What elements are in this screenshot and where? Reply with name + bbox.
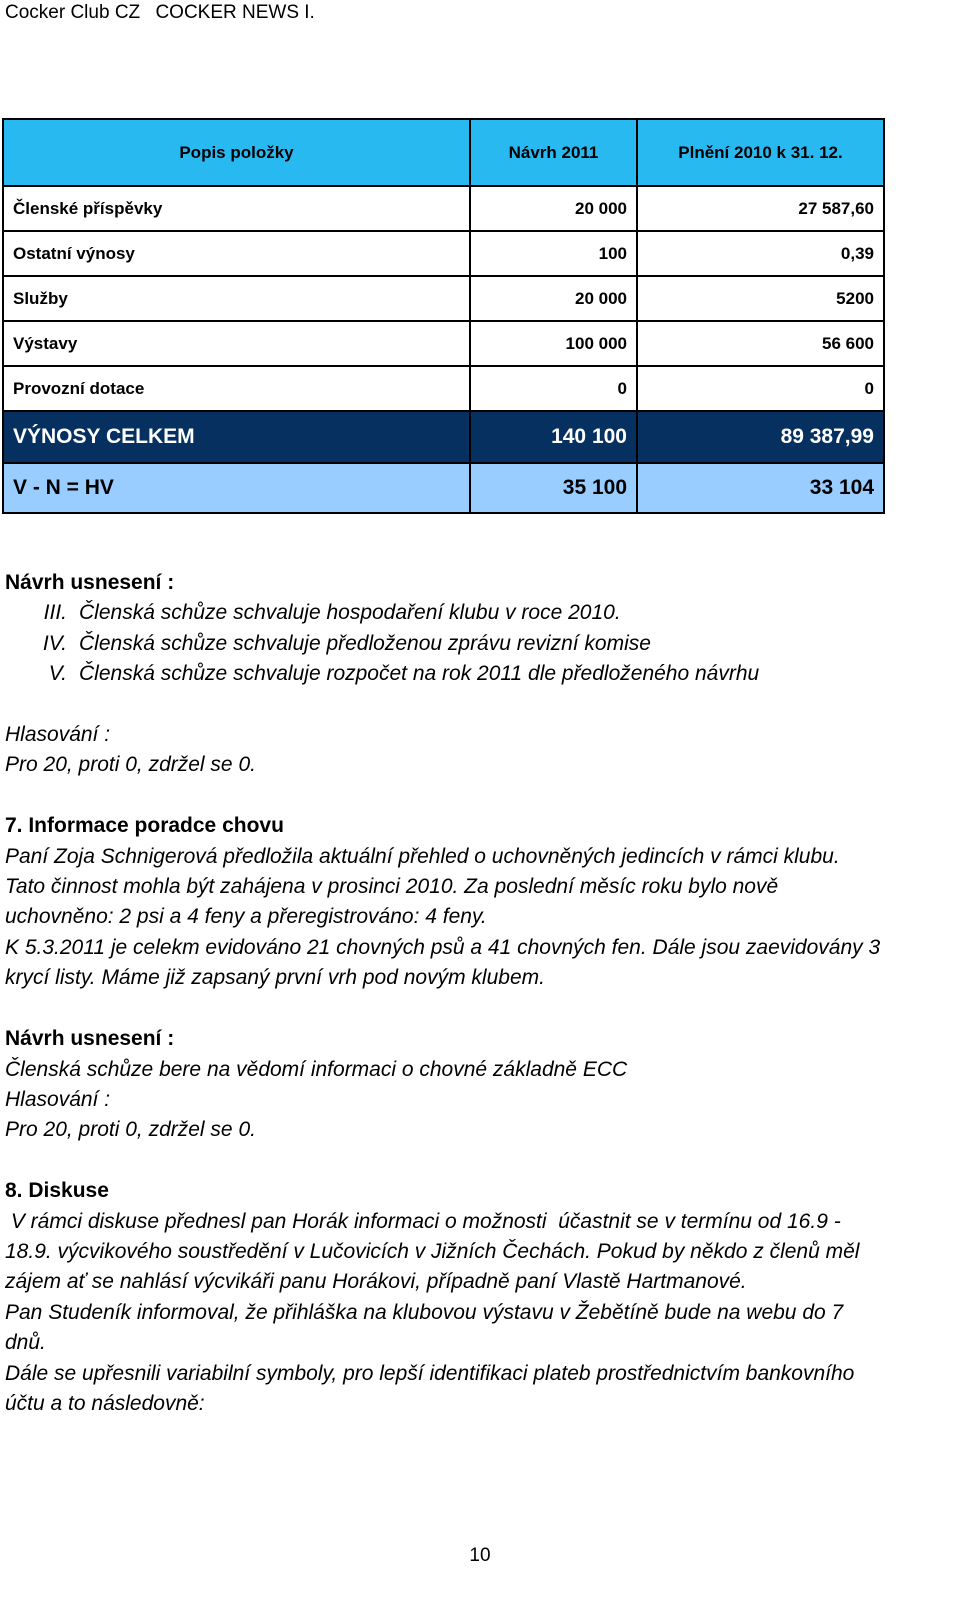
spacer (5, 690, 945, 720)
resolution-item (5, 598, 945, 628)
row-plan: 100 (470, 231, 637, 276)
section-7-line: uchovněno: 2 psi a 4 feny a přeregistrováno: 4 feny. (5, 905, 487, 929)
section-8-line: Pan Studeník informoval, že přihláška na klubovou výstavu v Žebětíně bude na webu do 7 (5, 1300, 844, 1324)
spacer (5, 1146, 945, 1176)
section-8-line: V rámci diskuse přednesl pan Horák informaci o možnosti účastnit se v termínu od 16.9 - (5, 1209, 841, 1233)
vote-label: Hlasování : (5, 1087, 111, 1111)
spacer (5, 994, 945, 1024)
resolution-item-text: Členská schůze schvaluje předloženou zprávu revizní komise (79, 631, 651, 655)
table-row (3, 276, 884, 321)
resolution-block-1 (5, 568, 945, 1419)
row-actual: 0 (637, 366, 884, 411)
resolution-heading: Návrh usnesení : (5, 571, 175, 594)
budget-table (2, 118, 885, 514)
section-8-line: dnů. (5, 1331, 46, 1355)
table-row (3, 186, 884, 231)
total-plan: 140 100 (470, 411, 637, 463)
section-8-line: Dále se upřesnili variabilní symboly, pro lepší identifikaci plateb prostřednictvím bankovního (5, 1361, 855, 1385)
row-label: Služby (3, 276, 470, 321)
section-7-line: Paní Zoja Schnigerová předložila aktuální přehled o uchovněných jedincích v rámci klubu. (5, 844, 840, 868)
vote-result: Pro 20, proti 0, zdržel se 0. (5, 1118, 256, 1142)
result-row (3, 463, 884, 513)
row-label: Členské příspěvky (3, 186, 470, 231)
resolution-item-text: Členská schůze schvaluje rozpočet na rok 2011 dle předloženého návrhu (79, 662, 760, 686)
table-row (3, 321, 884, 366)
row-actual: 56 600 (637, 321, 884, 366)
row-plan: 100 000 (470, 321, 637, 366)
section-7-line: K 5.3.2011 je celekm evidováno 21 chovných psů a 41 chovných fen. Dále jsou zaevidovány 3 (5, 935, 881, 959)
section-8-line: zájem ať se nahlásí výcvikáři panu Horákovi, případně paní Vlastě Hartmanové. (5, 1270, 747, 1294)
row-plan: 0 (470, 366, 637, 411)
resolution-item-number: IV. (42, 631, 67, 655)
row-label: Provozní dotace (3, 366, 470, 411)
table-header-row (3, 119, 884, 186)
total-row (3, 411, 884, 463)
resolution-item-number: III. (43, 601, 67, 625)
resolution-heading: Návrh usnesení : (5, 1027, 175, 1051)
header-publication: COCKER NEWS I. (155, 2, 315, 23)
column-header-actual: Plnění 2010 k 31. 12. (637, 119, 884, 186)
vote-result: Pro 20, proti 0, zdržel se 0. (5, 753, 256, 777)
table-row (3, 231, 884, 276)
total-label: VÝNOSY CELKEM (3, 411, 470, 463)
header-club: Cocker Club CZ (5, 2, 141, 23)
page-number: 10 (469, 1545, 491, 1566)
row-actual: 0,39 (637, 231, 884, 276)
section-8-line: 18.9. výcvikového soustředění v Lučovicích v Jižních Čechách. Pokud by někdo z členů měl (5, 1239, 860, 1263)
resolution-text: Členská schůze bere na vědomí informaci o chovné základně ECC (5, 1057, 628, 1081)
page-header (5, 0, 325, 26)
result-plan: 35 100 (470, 463, 637, 513)
resolution-item (5, 629, 945, 659)
spacer (5, 781, 945, 811)
row-plan: 20 000 (470, 186, 637, 231)
row-label: Ostatní výnosy (3, 231, 470, 276)
section-7-heading: 7. Informace poradce chovu (5, 814, 284, 838)
column-header-plan: Návrh 2011 (470, 119, 637, 186)
vote-label: Hlasování : (5, 723, 111, 747)
column-header-description: Popis položky (3, 119, 470, 186)
section-7-line: Tato činnost mohla být zahájena v prosinci 2010. Za poslední měsíc roku bylo nově (5, 875, 779, 899)
resolution-item (5, 659, 945, 689)
section-8-line: účtu a to následovně: (5, 1391, 205, 1415)
resolution-item-number: V. (48, 662, 67, 686)
table-row (3, 366, 884, 411)
row-actual: 27 587,60 (637, 186, 884, 231)
result-actual: 33 104 (637, 463, 884, 513)
resolution-item-text: Členská schůze schvaluje hospodaření klubu v roce 2010. (79, 601, 621, 625)
row-label: Výstavy (3, 321, 470, 366)
section-7-line: krycí listy. Máme již zapsaný první vrh pod novým klubem. (5, 966, 545, 990)
result-label: V - N = HV (3, 463, 470, 513)
total-actual: 89 387,99 (637, 411, 884, 463)
row-plan: 20 000 (470, 276, 637, 321)
row-actual: 5200 (637, 276, 884, 321)
section-8-heading: 8. Diskuse (5, 1179, 109, 1203)
